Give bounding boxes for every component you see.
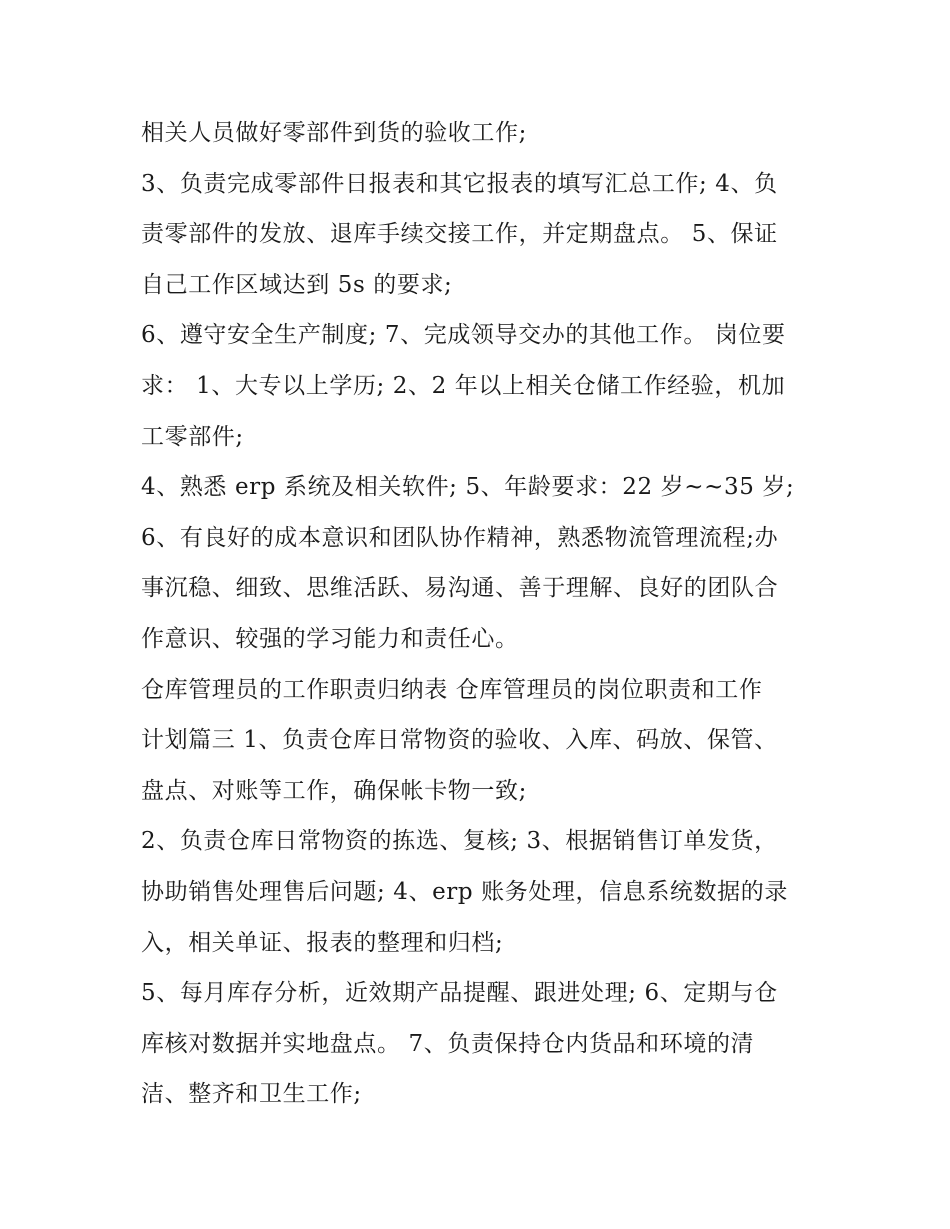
- text-line: 工零部件;: [141, 423, 244, 450]
- text-line: 2、负责仓库日常物资的拣选、复核; 3、根据销售订单发货，: [141, 828, 778, 855]
- text-line: 盘点、对账等工作，确保帐卡物一致;: [141, 777, 527, 804]
- text-line: 5、每月库存分析，近效期产品提醒、跟进处理; 6、定期与仓: [141, 980, 778, 1007]
- text-line: 4、熟悉 erp 系统及相关软件; 5、年龄要求：22 岁~~35 岁;: [141, 474, 795, 501]
- text-line: 6、有良好的成本意识和团队协作精神，熟悉物流管理流程;办: [141, 524, 779, 551]
- text-line: 求： 1、大专以上学历; 2、2 年以上相关仓储工作经验，机加: [141, 372, 786, 399]
- document-body: [141, 108, 821, 1120]
- text-line: 事沉稳、细致、思维活跃、易沟通、善于理解、良好的团队合: [141, 575, 779, 602]
- text-line: 入，相关单证、报表的整理和归档;: [141, 929, 504, 956]
- text-line: 3、负责完成零部件日报表和其它报表的填写汇总工作; 4、负: [141, 170, 778, 197]
- text-line: 仓库管理员的工作职责归纳表 仓库管理员的岗位职责和工作: [141, 676, 763, 703]
- text-line: 计划篇三 1、负责仓库日常物资的验收、入库、码放、保管、: [141, 727, 778, 754]
- text-line: 库核对数据并实地盘点。 7、负责保持仓内货品和环境的清: [141, 1030, 755, 1057]
- text-line: 协助销售处理售后问题; 4、erp 账务处理，信息系统数据的录: [141, 878, 788, 905]
- text-line: 作意识、较强的学习能力和责任心。: [141, 625, 519, 652]
- text-line: 洁、整齐和卫生工作;: [141, 1081, 362, 1108]
- text-line: 自己工作区域达到 5s 的要求;: [141, 271, 453, 298]
- text-line: 责零部件的发放、退库手续交接工作，并定期盘点。 5、保证: [141, 221, 778, 248]
- text-line: 6、遵守安全生产制度; 7、完成领导交办的其他工作。 岗位要: [141, 322, 786, 349]
- text-line: 相关人员做好零部件到货的验收工作;: [141, 120, 527, 146]
